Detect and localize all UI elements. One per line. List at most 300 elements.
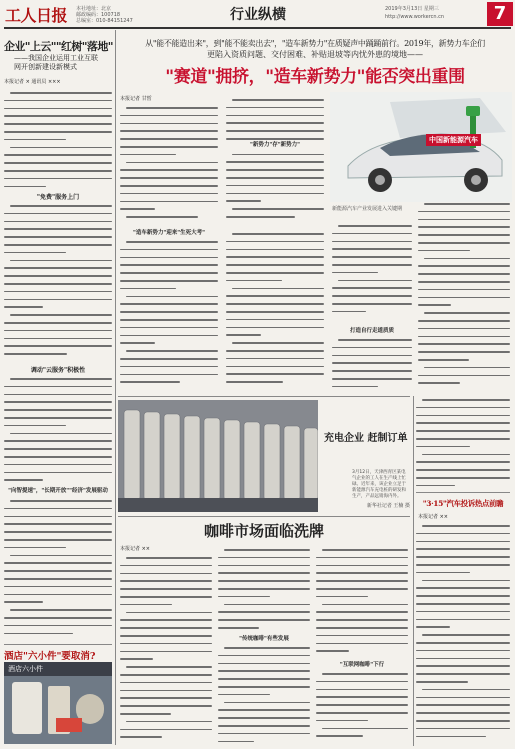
body-text-line	[120, 366, 218, 368]
photo-credit: 新华社记者 王楠 摄	[366, 503, 410, 509]
main-subhead-3: 打造自行走道质质	[349, 328, 394, 334]
body-text-line	[316, 681, 408, 683]
body-text-line	[120, 327, 218, 329]
body-text-line	[226, 334, 261, 336]
coffee-col-2-a	[218, 546, 310, 632]
body-text-line	[416, 642, 510, 644]
body-text-line	[226, 327, 324, 329]
body-text-line	[10, 433, 112, 435]
body-text-line	[418, 281, 510, 283]
body-text-line	[218, 596, 270, 598]
body-text-line	[424, 367, 510, 369]
body-text-line	[120, 713, 171, 715]
body-text-line	[416, 533, 510, 535]
body-text-line	[322, 549, 408, 551]
body-text-line	[418, 297, 510, 299]
body-text-line	[120, 249, 218, 251]
body-text-line	[120, 311, 218, 313]
body-text-line	[424, 258, 510, 260]
body-text-line	[4, 594, 112, 596]
body-text-line	[416, 665, 510, 667]
body-text-line	[4, 440, 112, 442]
body-text-line	[120, 288, 176, 290]
body-text-line	[226, 107, 324, 109]
body-text-line	[4, 330, 112, 332]
body-text-line	[218, 686, 310, 688]
body-text-line	[4, 539, 112, 541]
hotel-toiletries-image	[4, 662, 112, 744]
factory-svg	[118, 400, 318, 512]
body-text-line	[4, 386, 112, 388]
body-text-line	[226, 319, 324, 321]
main-col-1-b	[120, 238, 218, 392]
body-text-line	[4, 562, 112, 564]
body-text-line	[338, 339, 412, 341]
body-text-line	[418, 250, 470, 252]
left-article-byline: 本报记者 × 通讯员 ×××	[4, 79, 61, 85]
body-text-line	[120, 342, 155, 344]
body-text-line	[120, 185, 218, 187]
body-text-line	[4, 221, 112, 223]
body-text-line	[120, 643, 212, 645]
body-text-line	[4, 531, 112, 533]
body-text-line	[316, 735, 363, 737]
body-text-line	[4, 170, 112, 172]
main-kicker: 从"能不能造出来"，到"能不能卖出去"，"造车新势力"在质疑声中踊踊前行。2019年，新势力车企们 更陷入资质问题、交付困难、补贴退坡等内忧外患的境地——	[145, 39, 485, 59]
body-text-line	[416, 461, 510, 463]
body-text-line	[226, 216, 295, 218]
body-text-line	[226, 130, 324, 132]
body-text-line	[232, 208, 324, 210]
body-text-line	[120, 697, 212, 699]
body-text-line	[120, 619, 212, 621]
body-text-line	[416, 736, 486, 738]
body-text-line	[4, 625, 112, 627]
body-text-line	[416, 438, 510, 440]
body-text-line	[120, 596, 212, 598]
body-text-line	[332, 256, 412, 258]
body-text-line	[126, 107, 218, 109]
body-text-line	[316, 643, 408, 645]
side-article-body	[416, 522, 510, 744]
body-text-line	[226, 122, 324, 124]
body-text-line	[418, 375, 510, 377]
body-text-line	[4, 123, 112, 125]
body-text-line	[416, 619, 510, 621]
body-text-line	[226, 381, 283, 383]
body-text-line	[126, 216, 198, 218]
body-text-line	[120, 651, 212, 653]
body-text-line	[120, 565, 212, 567]
body-text-line	[4, 345, 112, 347]
car-banner-label: 中国新能源汽车	[426, 134, 481, 146]
coffee-col-3-a	[316, 546, 408, 656]
body-text-line	[232, 233, 324, 235]
body-text-line	[416, 712, 510, 714]
body-text-line	[120, 257, 218, 259]
body-text-line	[4, 275, 112, 277]
body-text-line	[4, 617, 112, 619]
body-text-line	[424, 203, 510, 205]
body-text-line	[416, 407, 510, 409]
body-text-line	[4, 139, 66, 141]
body-text-line	[120, 705, 212, 707]
body-text-line	[418, 234, 510, 236]
body-text-line	[226, 264, 324, 266]
photo-caption-body: 3月12日，天津西青区某电气企业的工人在生产线上忙碌。近年来，该企业立足于新能源汽车充电桩的研发和生产，产品远销海内外。	[352, 470, 406, 499]
body-text-line	[218, 733, 310, 735]
column-rule-right	[413, 396, 414, 746]
body-text-line	[332, 347, 412, 349]
body-text-line	[232, 99, 324, 101]
body-text-line	[322, 728, 408, 730]
body-text-line	[416, 430, 510, 432]
body-text-line	[416, 446, 470, 448]
body-text-line	[120, 573, 212, 575]
body-text-line	[418, 273, 510, 275]
left-body-4	[4, 497, 112, 637]
body-text-line	[4, 213, 112, 215]
body-text-line	[10, 314, 112, 316]
body-text-line	[422, 399, 510, 401]
body-text-line	[416, 587, 510, 589]
body-text-line	[4, 401, 112, 403]
body-text-line	[332, 386, 378, 388]
body-text-line	[4, 425, 66, 427]
body-text-line	[226, 358, 324, 360]
body-text-line	[4, 570, 112, 572]
body-text-line	[218, 557, 310, 559]
body-text-line	[316, 611, 408, 613]
body-text-line	[4, 547, 66, 549]
body-text-line	[4, 456, 112, 458]
body-text-line	[4, 244, 112, 246]
body-text-line	[4, 154, 112, 156]
body-text-line	[316, 565, 408, 567]
body-text-line	[4, 479, 43, 481]
body-text-line	[418, 219, 510, 221]
body-text-line	[10, 205, 112, 207]
body-text-line	[332, 233, 412, 235]
body-text-line	[418, 242, 510, 244]
body-text-line	[10, 147, 112, 149]
body-text-line	[120, 358, 218, 360]
body-text-line	[422, 580, 510, 582]
body-text-line	[218, 709, 310, 711]
car-caption: 新能源汽车产业发展进入关键期	[332, 206, 403, 212]
body-text-line	[218, 619, 310, 621]
body-text-line	[120, 635, 212, 637]
body-text-line	[316, 635, 408, 637]
left-divider	[4, 644, 112, 645]
main-byline: 本报记者 甘皙	[120, 96, 152, 102]
body-text-line	[416, 650, 510, 652]
body-text-line	[218, 717, 310, 719]
body-text-line	[416, 728, 510, 730]
body-text-line	[226, 193, 324, 195]
car-svg	[330, 92, 512, 202]
main-bottom-rule	[118, 396, 410, 397]
masthead-rule	[4, 27, 511, 29]
body-text-line	[332, 370, 412, 372]
body-text-line	[226, 169, 324, 171]
body-text-line	[418, 328, 510, 330]
body-text-line	[416, 697, 510, 699]
body-text-line	[416, 485, 455, 487]
body-text-line	[418, 359, 469, 361]
body-text-line	[218, 611, 310, 613]
body-text-line	[418, 382, 460, 384]
body-text-line	[218, 655, 310, 657]
body-text-line	[418, 289, 510, 291]
body-text-line	[120, 272, 218, 274]
body-text-line	[422, 454, 510, 456]
body-text-line	[218, 678, 310, 680]
body-text-line	[226, 256, 324, 258]
main-col-3-c	[332, 336, 412, 392]
body-text-line	[4, 464, 112, 466]
website: http://www.workercn.cn	[385, 14, 445, 20]
body-text-line	[316, 596, 368, 598]
body-text-line	[4, 508, 112, 510]
left-article-subhead-1: "免费"服务上门	[36, 194, 80, 201]
body-text-line	[418, 320, 510, 322]
body-text-line	[226, 241, 324, 243]
body-text-line	[232, 342, 324, 344]
body-text-line	[120, 374, 218, 376]
body-text-line	[4, 108, 112, 110]
left-article	[4, 34, 112, 694]
main-col-2-b	[226, 230, 324, 392]
body-text-line	[226, 280, 282, 282]
coffee-col-1	[120, 554, 212, 744]
body-text-line	[4, 586, 112, 588]
main-col-1-a	[120, 104, 218, 224]
body-text-line	[120, 736, 162, 738]
body-text-line	[416, 556, 510, 558]
body-text-line	[218, 627, 259, 629]
body-text-line	[4, 633, 73, 635]
left-body-1	[4, 89, 112, 189]
body-text-line	[120, 729, 212, 731]
body-text-line	[332, 264, 412, 266]
coffee-subhead-2: "互联网咖啡"下行	[339, 662, 385, 668]
body-text-line	[226, 115, 324, 117]
body-text-line	[226, 295, 324, 297]
body-text-line	[316, 572, 408, 574]
body-text-line	[4, 409, 112, 411]
body-text-line	[322, 604, 408, 606]
body-text-line	[10, 92, 112, 94]
body-text-line	[332, 295, 412, 297]
body-text-line	[416, 548, 510, 550]
right-col-top	[416, 396, 510, 490]
body-text-line	[226, 373, 324, 375]
body-text-line	[316, 704, 408, 706]
body-text-line	[226, 249, 324, 251]
body-text-line	[226, 185, 324, 187]
body-text-line	[120, 115, 218, 117]
body-text-line	[332, 272, 378, 274]
body-text-line	[416, 541, 510, 543]
body-text-line	[416, 469, 510, 471]
body-text-line	[120, 303, 218, 305]
coffee-title: 咖啡市场面临洗牌	[203, 522, 324, 540]
body-text-line	[218, 694, 270, 696]
body-text-line	[416, 422, 510, 424]
body-text-line	[224, 549, 310, 551]
side-article-title: "3·15"汽车投诉热点前瞻	[422, 499, 504, 508]
body-text-line	[218, 670, 310, 672]
body-text-line	[322, 673, 408, 675]
left-article-subtitle: ——我国企业运用工业互联 网开创新建设新模式	[14, 54, 98, 71]
body-text-line	[416, 720, 510, 722]
coffee-subhead-1: "传统咖啡"有些发展	[239, 636, 289, 642]
body-text-line	[424, 312, 510, 314]
body-text-line	[316, 650, 349, 652]
body-text-line	[4, 338, 112, 340]
main-subhead-1: "造车新势力"迎来"生死大考"	[133, 230, 205, 236]
body-text-line	[416, 477, 510, 479]
issue-date: 2019年3月13日 星期三	[385, 6, 439, 12]
body-text-line	[226, 350, 324, 352]
main-col-3-b	[332, 222, 412, 322]
left-article-subhead-3: "向智提速"，"长期开放""经济"发展驱动	[8, 488, 108, 494]
body-text-line	[316, 696, 408, 698]
body-text-line	[4, 516, 112, 518]
charging-factory-photo	[118, 400, 318, 512]
body-text-line	[120, 381, 180, 383]
body-text-line	[120, 674, 212, 676]
body-text-line	[126, 557, 212, 559]
body-text-line	[218, 741, 254, 743]
body-text-line	[120, 177, 218, 179]
body-text-line	[226, 177, 324, 179]
body-text-line	[332, 355, 412, 357]
body-text-line	[416, 611, 510, 613]
body-text-line	[120, 264, 218, 266]
body-text-line	[218, 725, 310, 727]
body-text-line	[10, 609, 112, 611]
coffee-top-rule	[118, 516, 410, 517]
body-text-line	[316, 619, 408, 621]
body-text-line	[226, 200, 261, 202]
body-text-line	[332, 303, 412, 305]
body-text-line	[416, 415, 510, 417]
body-text-line	[416, 595, 510, 597]
body-text-line	[218, 565, 310, 567]
body-text-line	[120, 201, 218, 203]
body-text-line	[120, 208, 155, 210]
body-text-line	[332, 287, 412, 289]
body-text-line	[422, 525, 510, 527]
body-text-line	[226, 272, 324, 274]
body-text-line	[332, 248, 412, 250]
body-text-line	[120, 138, 218, 140]
main-headline-title: "赛道"拥挤，"造车新势力"能否突出重围	[165, 67, 465, 87]
column-rule-left	[115, 30, 116, 745]
body-text-line	[224, 604, 310, 606]
body-text-line	[120, 154, 176, 156]
body-text-line	[4, 578, 112, 580]
body-text-line	[218, 663, 310, 665]
body-text-line	[4, 322, 112, 324]
body-text-line	[120, 130, 218, 132]
body-text-line	[218, 572, 310, 574]
body-text-line	[4, 252, 66, 254]
body-text-line	[316, 712, 408, 714]
body-text-line	[4, 267, 112, 269]
body-text-line	[120, 123, 218, 125]
body-text-line	[332, 362, 412, 364]
body-text-line	[332, 311, 366, 313]
body-text-line	[4, 115, 112, 117]
body-text-line	[4, 100, 112, 102]
body-text-line	[316, 720, 368, 722]
body-text-line	[418, 336, 510, 338]
body-text-line	[126, 162, 218, 164]
body-text-line	[10, 378, 112, 380]
body-text-line	[10, 500, 112, 502]
masthead	[0, 0, 515, 34]
coffee-byline: 本报记者 ××	[120, 546, 150, 552]
body-text-line	[416, 564, 510, 566]
body-text-line	[316, 557, 408, 559]
body-text-line	[338, 280, 412, 282]
body-text-line	[4, 523, 112, 525]
body-text-line	[120, 280, 218, 282]
body-text-line	[4, 162, 112, 164]
body-text-line	[10, 260, 112, 262]
body-text-line	[416, 603, 510, 605]
body-text-line	[120, 580, 212, 582]
body-text-line	[416, 658, 510, 660]
body-text-line	[418, 351, 510, 353]
masthead-info: 本社地址：北京 邮政编码：100718 总编室：010-84151247	[76, 6, 133, 24]
body-text-line	[120, 193, 218, 195]
body-text-line	[332, 241, 412, 243]
main-col-2-a	[226, 96, 324, 226]
body-text-line	[226, 161, 324, 163]
body-text-line	[120, 335, 218, 337]
body-text-line	[4, 283, 112, 285]
body-text-line	[4, 178, 112, 180]
body-text-line	[4, 394, 112, 396]
body-text-line	[418, 226, 510, 228]
body-text-line	[418, 304, 451, 306]
body-text-line	[226, 303, 324, 305]
body-text-line	[422, 689, 510, 691]
body-text-line	[120, 169, 218, 171]
body-text-line	[120, 146, 218, 148]
new-energy-car-illustration	[330, 92, 512, 202]
body-text-line	[4, 131, 112, 133]
body-text-line	[126, 612, 212, 614]
body-text-line	[316, 580, 408, 582]
body-text-line	[416, 673, 510, 675]
body-text-line	[338, 225, 412, 227]
left-body-3	[4, 375, 112, 483]
body-text-line	[218, 588, 310, 590]
body-text-line	[120, 682, 212, 684]
body-text-line	[4, 186, 46, 188]
body-text-line	[120, 588, 212, 590]
hotel-image-text: 酒店六小件	[8, 665, 43, 673]
photo-caption-title: 充电企业 赶制订单	[324, 433, 408, 444]
body-text-line	[4, 448, 112, 450]
body-text-line	[126, 721, 212, 723]
left-article-title: 企业"上云""红树"落地"	[4, 40, 113, 53]
